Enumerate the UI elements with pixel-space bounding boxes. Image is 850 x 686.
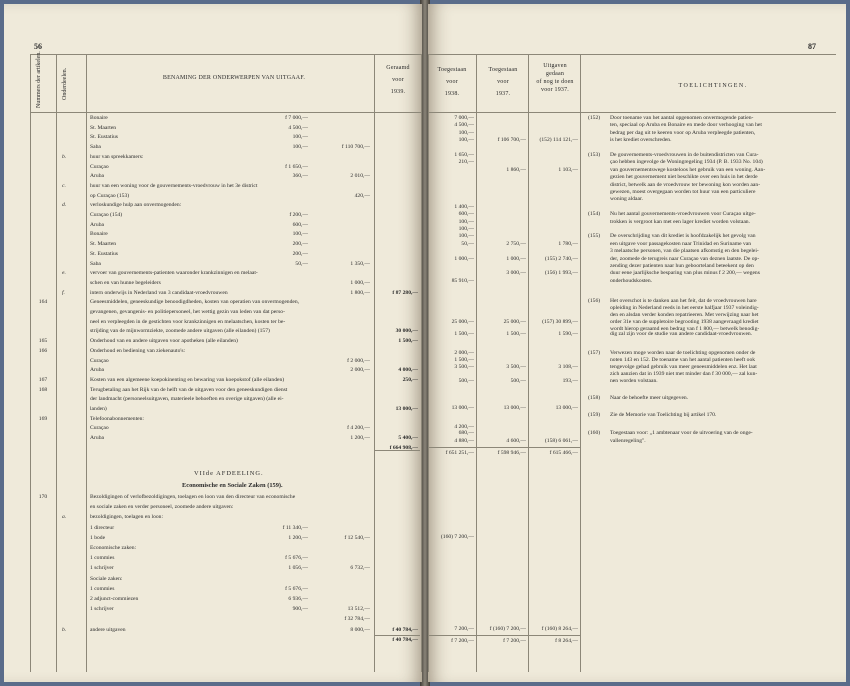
col-line: [428, 54, 429, 672]
total-rule-2: [374, 635, 420, 636]
header-toelichtingen: TOELICHTINGEN.: [678, 83, 748, 89]
header-line: 1938.: [444, 91, 460, 97]
amount-1938: 1 000,—: [454, 255, 474, 262]
amount-1937: 3 500,—: [506, 364, 526, 370]
row-description: 2 adjunct-commiezen: [90, 596, 139, 602]
row-description: Saba: [90, 260, 101, 267]
header-line: voor: [497, 79, 509, 85]
note-text: noten 143 en 152. De toename van het aantal patienten heeft ook: [610, 357, 756, 363]
amount-1937: 3 000,—: [506, 270, 526, 277]
note-text: Toegestaan voor: „1 ambtenaar voor de uitvoering van de onge-: [610, 430, 753, 436]
row-description: Sociale zaken:: [90, 575, 123, 582]
col-line: [86, 54, 87, 672]
header-geraamd-line: 1939.: [390, 89, 406, 95]
spent-1937: (156) 1 993,—: [544, 270, 578, 277]
row-description: op Curaçao (153): [90, 192, 130, 199]
note-text: trokken is vergroot kan met een lager krediet worden volstaan.: [610, 218, 751, 225]
row-subamount: f 11 340,—: [282, 524, 308, 531]
spent-1937: 1 780,—: [558, 240, 578, 247]
amount-1938: 2 000,—: [454, 350, 474, 356]
row-description: Onderhoud van en andere uitgaven voor apotheken (alle eilanden): [90, 338, 238, 345]
header-line: Toegestaan: [488, 67, 518, 73]
row-description: huur van een woning voor de gouvernements-vroedvrouw in het 3e district: [90, 182, 258, 189]
article-number: 170: [38, 494, 48, 500]
amount-1938: 85 910,—: [451, 277, 474, 284]
note-text: gezien het gouvernement niet beschikte over een huis in het derde: [610, 174, 758, 181]
note-text: tengevolge gehad gebruik van meer geneesmiddelen enz. Het laat: [610, 364, 757, 370]
amount-1937: 1 000,—: [506, 255, 526, 262]
spent-1937: 13 000,—: [555, 405, 578, 411]
page-number-right: 87: [808, 42, 816, 51]
subdivision-letter: f.: [62, 289, 65, 296]
row-subamount: 4 500,—: [288, 124, 308, 131]
amount-1938: 680,—: [458, 430, 474, 436]
header-line: voor: [446, 79, 458, 85]
header-toegestaan-1938: [430, 66, 474, 98]
row-description: en sociale zaken en verder personeel, zoomede andere uitgaven:: [90, 504, 234, 511]
note-text: Nu het aantal gouvernements-vroedvrouwen voor Curaçao uitge-: [610, 211, 756, 218]
row-amount: 1 000,—: [350, 279, 370, 286]
left-page: [4, 4, 422, 682]
row-subamount: 100,—: [292, 134, 308, 141]
row-description: Telefoonabonnementen:: [90, 415, 144, 422]
amount-1937: 1 860,—: [506, 166, 526, 173]
note-text: zich aanzien dat in 1939 niet met minder dan f 30 000,— zal kun-: [610, 371, 758, 377]
row-estimate-1939: 5 400,—: [398, 435, 418, 442]
row-subamount: 100,—: [292, 231, 308, 238]
header-onderdeelen: Onderdeelen.: [62, 67, 68, 100]
note-text: Het overschot is te danken aan het feit, dat de vroedvrouwen hare: [610, 298, 757, 304]
row-description: St. Maarten: [90, 241, 117, 248]
row-estimate-1939: f 40 784,—: [392, 626, 418, 633]
col-line: [476, 54, 477, 672]
note-text: Naar de behoefte meer uitgegeven.: [610, 395, 689, 401]
row-amount: f 110 700,—: [341, 144, 370, 151]
row-description: Terugbetaling aan het Rijk van de helft van de uitgaven voor den geneeskundigen dienst: [90, 386, 288, 393]
row-subamount: 1 200,—: [288, 534, 308, 541]
note-number: (154): [588, 211, 601, 218]
header-bottom-rule-r: [428, 112, 836, 113]
row-description: Geneesmiddelen, geneeskundige benoodigdheden, kosten van operatien van onvermogenden,: [90, 299, 300, 306]
note-number: (152): [588, 115, 601, 121]
note-number: (153): [588, 152, 601, 158]
row-description: vervoer van gouvernements-patienten waaronder krankzinnigen en melaat-: [90, 270, 258, 277]
amount-1937: 25 000,—: [503, 319, 526, 325]
row-description: Aruba: [90, 435, 104, 442]
row-description: neel en verpleegden in de gestichten voor krankzinnigen en melaatschen, kosten ter be-: [90, 318, 286, 325]
header-geraamd-line: Geraamd: [386, 65, 410, 71]
note-text: dig zal zijn voor de studie van andere candidaat-vroedvrouwen.: [610, 331, 753, 337]
row-description: strijding van de mijnwormziekte, zoomede andere uitgaven (alle eilanden) (157): [90, 328, 270, 335]
row-amount: 1 200,—: [350, 435, 370, 442]
article-number: 168: [38, 386, 48, 393]
note-text: nen worden volstaan.: [610, 378, 658, 384]
note-text: woning aldaar.: [610, 196, 643, 203]
col-line: [528, 54, 529, 672]
header-benaming: BENAMING DER ONDERWERPEN VAN UITGAAF.: [162, 75, 306, 81]
col-line: [56, 54, 57, 672]
row-subamount: f 5 676,—: [285, 555, 308, 562]
note-text: çao hebben ingevolge de Woningregeling 1934 (P. B. 1933 No. 104): [610, 159, 763, 166]
note-text: gewezen, moest overgegaan worden tot huur van een particuliere: [610, 189, 756, 195]
amount-1938: 3 500,—: [454, 364, 474, 370]
row-amount: 8 000,—: [350, 626, 370, 633]
header-line: gedaan: [545, 71, 565, 77]
amount-1938: 1 400,—: [454, 203, 474, 210]
header-line: voor 1937.: [541, 87, 569, 93]
subdivision-letter: a.: [62, 514, 67, 521]
header-line: Uitgaven: [543, 63, 567, 69]
row-subamount: f 5 676,—: [285, 585, 308, 592]
amount-1938: 4 880,—: [454, 438, 474, 444]
amount-1938: 50,—: [461, 240, 474, 247]
header-top-rule: [30, 54, 422, 55]
amount-1938: 210,—: [458, 159, 474, 166]
row-description: Onderhoud en bediening van ziekenauto's:: [90, 347, 186, 354]
note-text: een uitgave voor passagekosten naar Trinidad en Suriname van: [610, 240, 752, 247]
amount-1938: 500,—: [458, 378, 474, 384]
note-text: bedrag per dag uit te keeren voor op Aruba verpleegde patienten,: [610, 129, 756, 136]
row-description: Kosten van een algemeene koepokinenting en bewaring van koepokstof (alle eilanden): [90, 376, 285, 383]
note-text: onderhoudskosten.: [610, 277, 653, 284]
spent-1937: (158) 6 061,—: [544, 438, 578, 444]
row-subamount: f 7 000,—: [285, 115, 308, 121]
note-text: district, betwelk aan de vroedvrouw ter bewoning kon worden aan-: [610, 181, 761, 188]
row-description: verloskundige hulp aan onvermogenden:: [90, 202, 182, 209]
col-line: [30, 54, 31, 672]
row-subamount: 100,—: [292, 144, 308, 151]
spent-1937: f 8 264,—: [555, 638, 578, 644]
row-estimate-1939: 13 000,—: [395, 406, 418, 412]
spent-1937: 193,—: [562, 378, 578, 384]
row-description: 1 commies: [90, 585, 115, 592]
section-title: VIIde AFDEELING.: [194, 470, 264, 477]
row-subamount: 900,—: [292, 606, 308, 613]
row-description: Curaçao: [90, 163, 109, 170]
header-geraamd: [374, 64, 422, 96]
note-text: is het krediet overschreden.: [610, 137, 672, 144]
note-text: zending dezer patienten naar hun geboorteland beteekent op den: [610, 263, 754, 269]
row-description: Aruba: [90, 173, 104, 180]
row-description: Bezoldigingen of verlofbezoldigingen, toelagen en loon van den directeur van economische: [90, 494, 296, 500]
row-description: St. Eustatius: [90, 250, 118, 257]
spent-1937: (157) 30 899,—: [542, 319, 578, 325]
header-toegestaan-1937: [478, 66, 528, 98]
amount-1937: 4 600,—: [506, 438, 526, 444]
note-text: De gouvernements-vroedvrouwen in de buitendistricten van Cura-: [610, 152, 759, 158]
row-description: bezoldigingen, toelagen en loon:: [90, 514, 164, 521]
row-amount: 1 350,—: [350, 260, 370, 267]
note-number: (156): [588, 298, 601, 304]
note-text: order 31e van de suppletoire begrooting 1938 aangevraagd krediet: [610, 319, 759, 325]
article-number: 164: [38, 299, 48, 306]
row-description: Saba: [90, 144, 101, 151]
amount-1938: 7 000,—: [454, 115, 474, 121]
note-text: Verwezen moge worden naar de toelichting opgenomen onder de: [610, 350, 756, 356]
header-bottom-rule: [30, 112, 422, 113]
left-total: f 664 908,—: [389, 445, 418, 451]
row-description: 1 directeur: [90, 524, 115, 531]
article-number: 165: [38, 338, 48, 345]
subdivision-letter: c.: [62, 182, 66, 189]
amount-1938: 4 200,—: [454, 424, 474, 430]
row-description: 1 bode: [90, 534, 106, 541]
amount-1938: 1 650,—: [454, 152, 474, 158]
row-amount: 2 000,—: [350, 367, 370, 374]
subdivision-letter: d.: [62, 202, 67, 209]
header-line: of nog te doen: [536, 79, 574, 85]
row-subamount: 50,—: [295, 260, 308, 267]
row-amount: f 2 000,—: [347, 357, 370, 364]
note-text: 3 melaatsche personen, van die plaatsen afkomstig en den begelei-: [610, 248, 759, 255]
row-description: 1 commies: [90, 555, 115, 562]
header-uitgaven: [530, 62, 580, 94]
article-number: 166: [38, 347, 48, 354]
amount-1938: 1 500,—: [454, 331, 474, 337]
row-estimate-1939: 4 000,—: [398, 367, 418, 374]
spent-1937: f (160) 8 264,—: [541, 626, 578, 632]
row-description: St. Eustatius: [90, 134, 118, 141]
row-amount: f 4 200,—: [347, 425, 370, 432]
row-description: Aruba: [90, 367, 104, 374]
row-amount: f 12 540,—: [344, 534, 370, 541]
row-description: der landmacht (personeelsuitgaven, materieele behoeften en overige uitgaven) (alle ei-: [90, 396, 284, 403]
row-description: Curaçao: [90, 425, 109, 432]
row-estimate-1939: 30 000,—: [395, 328, 418, 335]
amount-1938: 13 000,—: [451, 405, 474, 411]
row-description: Curaçao (154): [90, 212, 123, 218]
note-text: Zie de Memorie van Toelichting bij artikel 170.: [610, 412, 717, 418]
amount-1938: 100,—: [458, 137, 474, 144]
row-subamount: 600,—: [292, 221, 308, 228]
subdivision-letter: b.: [62, 626, 67, 633]
row-subamount: 360,—: [292, 173, 308, 180]
right-total-rule-2: [428, 635, 580, 636]
col-line: [421, 54, 422, 672]
row-amount: 2 010,—: [350, 173, 370, 180]
right-total-rule: [428, 447, 580, 448]
spent-1937: f 615 466,—: [549, 450, 578, 456]
section-subtitle: Economische en Sociale Zaken (159).: [182, 482, 283, 489]
row-subamount: 200,—: [292, 241, 308, 248]
amount-1937: f 106 700,—: [497, 137, 526, 144]
row-description: intern onderwijs in Nederland van 3 candidaat-vroedvrouwen: [90, 289, 228, 296]
amount-1938: 100,—: [458, 129, 474, 136]
row-description: St. Maarten: [90, 124, 117, 131]
left-total-2: f 40 784,—: [392, 637, 418, 643]
amount-1938: 100,—: [458, 218, 474, 225]
row-estimate-1939: 250,—: [402, 376, 418, 383]
subdivision-letter: b.: [62, 153, 67, 160]
note-text: der, zoomede de terugreis naar Curaçao van deznen laatste. De op-: [610, 255, 760, 262]
row-estimate-1939: f 87 280,—: [392, 289, 418, 296]
row-description: Bonaire: [90, 115, 108, 121]
row-subamount: f 1 650,—: [285, 163, 308, 170]
note-number: (158): [588, 395, 601, 401]
amount-1937: 2 750,—: [506, 240, 526, 247]
header-line: 1937.: [495, 91, 511, 97]
row-description: Curaçao: [90, 357, 109, 364]
spent-1937: 1 103,—: [558, 166, 578, 173]
note-text: opleiding in Nederland reeds in het eerste halfjaar 1937 voleindig-: [610, 305, 759, 311]
row-subamount: f 200,—: [289, 212, 308, 218]
row-description: Bonaire: [90, 231, 108, 238]
amount-1938: 100,—: [458, 226, 474, 232]
row-description: 1 schrijver: [90, 565, 114, 572]
note-text: ten, speciaal op Aruba en Bonaire en mede door verhooging van het: [610, 122, 762, 129]
spent-1937: 3 108,—: [558, 364, 578, 370]
amount-1938: f 7 200,—: [451, 638, 474, 644]
header-geraamd-line: voor: [392, 77, 404, 83]
row-subamount: 200,—: [292, 250, 308, 257]
note-text: wordt hierop geraamd een bedrag van f 1 800,— betwelk benodig-: [610, 326, 760, 332]
row-description: Economische zaken:: [90, 545, 137, 551]
amount-1937: 13 000,—: [503, 405, 526, 411]
note-number: (160): [588, 430, 601, 436]
row-description: schen en van hunne begeleiders: [90, 279, 161, 286]
amount-1938: 25 000,—: [451, 319, 474, 325]
note-number: (157): [588, 350, 601, 356]
article-number: 167: [38, 376, 48, 383]
row-description: gevangenen, gevangenis- en politiepersoneel, het wettig gezin van leden van dat perso-: [90, 309, 285, 315]
page-number-left: 56: [34, 42, 42, 51]
amount-1937: f 7 200,—: [503, 638, 526, 644]
row-subamount: 1 056,—: [288, 565, 308, 572]
spent-1937: (152) 114 121,—: [539, 137, 578, 144]
amount-1937: 1 500,—: [506, 331, 526, 337]
note-text: Door toename van het aantal opgenomen onvermogende patien-: [610, 115, 754, 121]
amount-1937: f 598 946,—: [497, 450, 526, 456]
note-text: den en alsdan verder konden repatrieeren. Met verwijzing naar het: [610, 312, 759, 318]
row-amount: 420,—: [354, 192, 370, 199]
note-text: van gouvernementswege kosteloos het gebruik van een woning. Aan-: [610, 166, 766, 173]
note-text: De overschrijding van dit krediet is hoofdzakelijk het gevolg van: [610, 233, 756, 240]
amount-1938: (160) 7 200,—: [440, 534, 474, 540]
note-text: duur eene jaarlijksche besparing van plus minus f 2 200,— wegens: [610, 270, 760, 277]
note-number: (159): [588, 412, 601, 418]
row-description: 1 schrijver: [90, 606, 114, 613]
amount-1938: 7 200,—: [454, 626, 474, 632]
amount-1938: 600,—: [458, 211, 474, 218]
amount-1938: 100,—: [458, 233, 474, 240]
row-amount: 13 512,—: [347, 606, 370, 613]
amount-1937: 500,—: [510, 378, 526, 384]
spent-1937: (155) 2 740,—: [544, 255, 578, 262]
spent-1937: 1 590,—: [558, 331, 578, 337]
row-amount: f 32 784,—: [344, 616, 370, 623]
row-amount: 6 732,—: [350, 565, 370, 572]
amount-1938: f 651 251,—: [445, 450, 474, 456]
note-number: (155): [588, 233, 601, 240]
subdivision-letter: e.: [62, 270, 66, 277]
row-estimate-1939: 1 500,—: [398, 338, 418, 345]
header-line: Toegestaan: [437, 67, 467, 73]
right-page: [428, 4, 846, 682]
col-line: [374, 54, 375, 672]
note-text: vallenregeling".: [610, 438, 646, 444]
row-subamount: 6 936,—: [288, 596, 308, 602]
row-description: huur van spreekkamers:: [90, 153, 144, 160]
row-description: landen): [90, 406, 107, 412]
article-number: 169: [38, 415, 48, 422]
col-line: [580, 54, 581, 672]
amount-1938: 1 500,—: [454, 357, 474, 363]
row-description: Aruba: [90, 221, 104, 228]
amount-1937: f (160) 7 200,—: [489, 626, 526, 632]
row-amount: 1 800,—: [350, 289, 370, 296]
header-nummers: Nummers der artikelen.: [36, 51, 42, 108]
amount-1938: 4 500,—: [454, 122, 474, 129]
row-description: andere uitgaven: [90, 626, 126, 633]
header-top-rule-r: [428, 54, 836, 55]
